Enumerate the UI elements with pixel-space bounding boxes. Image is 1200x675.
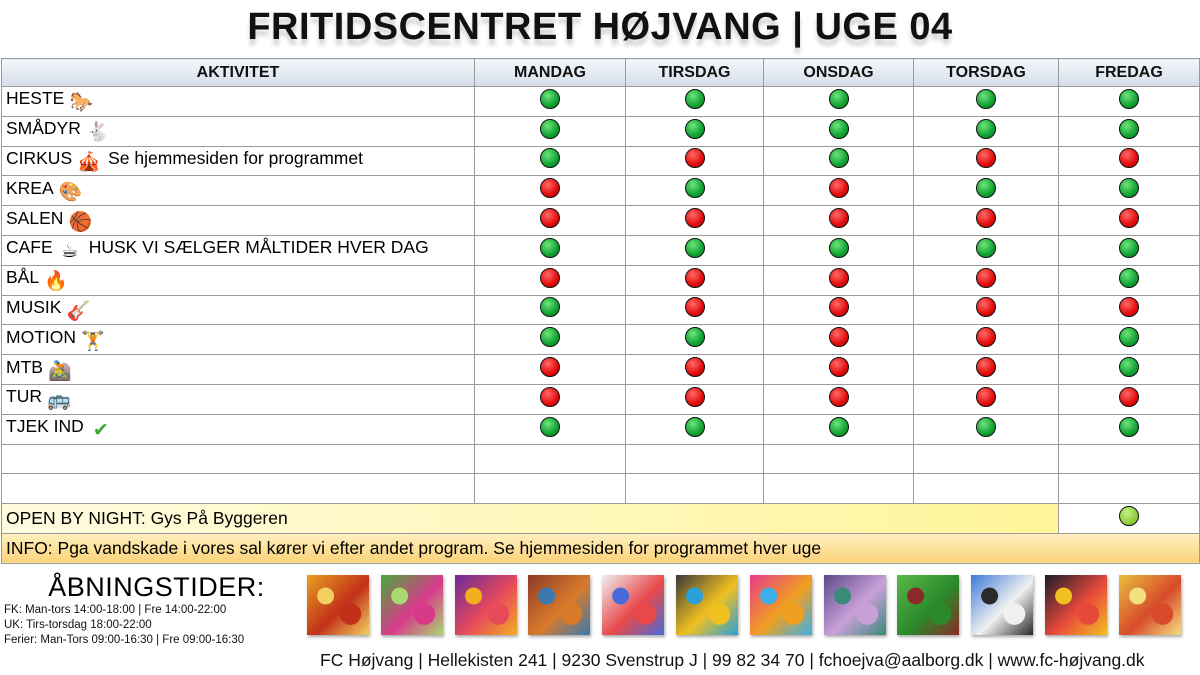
- status-dot-red: [685, 297, 705, 317]
- status-cell-monday: [475, 414, 626, 444]
- table-row: [2, 176, 1200, 206]
- status-cell-friday: [1059, 116, 1200, 146]
- opening-hours: [4, 572, 299, 648]
- status-cell-friday: [1059, 384, 1200, 414]
- header-monday: MANDAG: [475, 59, 626, 87]
- status-dot-red: [976, 148, 996, 168]
- status-cell-monday: [475, 176, 626, 206]
- activity-name: CIRKUS: [6, 147, 73, 168]
- activity-cell: [2, 235, 475, 265]
- artwork-gallery: [307, 575, 1197, 637]
- empty-cell: [475, 474, 626, 504]
- status-dot-green: [829, 148, 849, 168]
- header-activity: AKTIVITET: [2, 59, 475, 87]
- activity-cell: [2, 295, 475, 325]
- status-cell-thursday: [914, 235, 1059, 265]
- status-cell-wednesday: [764, 235, 914, 265]
- status-cell-wednesday: [764, 146, 914, 176]
- table-row: [2, 355, 1200, 385]
- status-dot-red: [685, 148, 705, 168]
- status-cell-wednesday: [764, 87, 914, 117]
- empty-cell: [475, 444, 626, 474]
- guitar-player-icon: 🎸: [66, 300, 91, 322]
- status-dot-green: [540, 119, 560, 139]
- status-dot-red: [829, 357, 849, 377]
- status-dot-red: [976, 208, 996, 228]
- activity-cell: [2, 116, 475, 146]
- activity-cell: [2, 87, 475, 117]
- status-dot-green: [1119, 357, 1139, 377]
- activity-note: Se hjemmesiden for programmet: [108, 147, 363, 168]
- status-dot-green: [685, 178, 705, 198]
- empty-cell: [626, 444, 764, 474]
- status-cell-thursday: [914, 414, 1059, 444]
- status-cell-friday: [1059, 206, 1200, 236]
- table-header-row: [2, 59, 1200, 87]
- schedule-body: [2, 87, 1200, 564]
- artwork-brown-abstract: [528, 575, 590, 635]
- status-dot-red: [976, 357, 996, 377]
- status-cell-friday: [1059, 265, 1200, 295]
- activity-schedule-table: [1, 58, 1200, 564]
- status-dot-green: [1119, 327, 1139, 347]
- status-dot-red: [685, 387, 705, 407]
- contact-footer: FC Højvang | Hellekisten 241 | 9230 Svenstrup J | 99 82 34 70 | fchoejva@aalborg.dk | www.fc-højvang.dk: [320, 650, 1145, 670]
- status-cell-wednesday: [764, 414, 914, 444]
- status-dot-green: [829, 89, 849, 109]
- status-dot-green: [976, 89, 996, 109]
- activity-name: MOTION: [6, 326, 76, 347]
- status-dot-friday: [1119, 506, 1139, 526]
- table-row: [2, 325, 1200, 355]
- table-row: [2, 235, 1200, 265]
- activity-name: TJEK IND: [6, 416, 84, 437]
- status-dot-red: [829, 387, 849, 407]
- status-dot-green: [976, 238, 996, 258]
- activity-cell: [2, 325, 475, 355]
- activity-name: MTB: [6, 356, 43, 377]
- activity-name: HESTE: [6, 88, 65, 109]
- status-dot-green: [829, 119, 849, 139]
- status-cell-tuesday: [626, 414, 764, 444]
- status-dot-green: [685, 238, 705, 258]
- activity-cell: [2, 414, 475, 444]
- artwork-circles: [1045, 575, 1107, 635]
- artwork-house-blocks: [602, 575, 664, 635]
- status-cell-monday: [475, 325, 626, 355]
- status-dot-green: [685, 327, 705, 347]
- status-dot-red: [685, 268, 705, 288]
- status-cell-monday: [475, 295, 626, 325]
- artwork-rainbow-stripes: [750, 575, 812, 635]
- status-dot-green: [540, 89, 560, 109]
- activity-name: TUR: [6, 386, 42, 407]
- status-cell-friday: [1059, 414, 1200, 444]
- check-in-icon: ✔: [92, 420, 109, 442]
- status-dot-green: [1119, 238, 1139, 258]
- status-cell-thursday: [914, 295, 1059, 325]
- status-dot-red: [685, 208, 705, 228]
- status-dot-red: [1119, 387, 1139, 407]
- status-cell-tuesday: [626, 265, 764, 295]
- status-dot-green: [1119, 417, 1139, 437]
- activity-cell: [2, 176, 475, 206]
- activity-cell: [2, 206, 475, 236]
- artwork-green-heart: [381, 575, 443, 635]
- status-dot-red: [976, 268, 996, 288]
- gym-hall-icon: 🏀: [68, 211, 93, 233]
- status-dot-red: [540, 208, 560, 228]
- status-dot-red: [1119, 208, 1139, 228]
- artwork-love-heart: [897, 575, 959, 635]
- status-cell-monday: [475, 87, 626, 117]
- status-cell-friday: [1059, 355, 1200, 385]
- header-friday: FREDAG: [1059, 59, 1200, 87]
- status-dot-green: [976, 119, 996, 139]
- status-dot-green: [1119, 119, 1139, 139]
- status-cell-monday: [475, 384, 626, 414]
- status-cell-tuesday: [626, 116, 764, 146]
- status-dot-red: [976, 297, 996, 317]
- opening-hours-title: ÅBNINGSTIDER:: [48, 572, 265, 602]
- status-cell-wednesday: [764, 355, 914, 385]
- status-cell-friday: [1059, 295, 1200, 325]
- status-cell-wednesday: [764, 206, 914, 236]
- status-dot-red: [1119, 297, 1139, 317]
- status-dot-red: [976, 327, 996, 347]
- status-dot-red: [685, 357, 705, 377]
- status-cell-tuesday: [626, 384, 764, 414]
- status-cell-wednesday: [764, 384, 914, 414]
- status-dot-red: [976, 387, 996, 407]
- activity-name: MUSIK: [6, 296, 62, 317]
- status-dot-red: [829, 208, 849, 228]
- status-dot-green: [1119, 268, 1139, 288]
- status-cell-thursday: [914, 325, 1059, 355]
- open-by-night-text: OPEN BY NIGHT: Gys På Byggeren: [2, 504, 1059, 534]
- activity-name: BÅL: [6, 267, 40, 288]
- status-cell-friday: [1059, 87, 1200, 117]
- artwork-mosaic: [824, 575, 886, 635]
- status-cell-friday: [1059, 235, 1200, 265]
- activity-cell: [2, 355, 475, 385]
- status-cell-monday: [475, 146, 626, 176]
- status-cell-friday: [1059, 176, 1200, 206]
- activity-name: SMÅDYR: [6, 118, 81, 139]
- status-dot-green: [829, 417, 849, 437]
- status-dot-red: [1119, 148, 1139, 168]
- artwork-framed-rainbow: [676, 575, 738, 635]
- status-dot-green: [540, 148, 560, 168]
- status-dot-red: [829, 178, 849, 198]
- status-cell-thursday: [914, 355, 1059, 385]
- table-row: [2, 265, 1200, 295]
- status-cell-thursday: [914, 265, 1059, 295]
- horse-icon: 🐎: [69, 92, 94, 114]
- status-dot-green: [685, 89, 705, 109]
- open-by-night-row: [2, 504, 1200, 534]
- bus-icon: 🚌: [47, 390, 71, 412]
- artwork-cow: [971, 575, 1033, 635]
- header-wednesday: ONSDAG: [764, 59, 914, 87]
- status-cell-thursday: [914, 146, 1059, 176]
- status-cell-wednesday: [764, 176, 914, 206]
- empty-cell: [914, 444, 1059, 474]
- status-cell-monday: [475, 206, 626, 236]
- status-cell-monday: [475, 265, 626, 295]
- activity-note: HUSK VI SÆLGER MÅLTIDER HVER DAG: [88, 237, 429, 258]
- status-cell-thursday: [914, 384, 1059, 414]
- opening-hours-uk: UK: Tirs-torsdag 18:00-22:00: [4, 619, 152, 631]
- header-thursday: TORSDAG: [914, 59, 1059, 87]
- status-dot-red: [829, 327, 849, 347]
- activity-cell: [2, 265, 475, 295]
- table-row: [2, 414, 1200, 444]
- table-row: [2, 87, 1200, 117]
- activity-name: SALEN: [6, 207, 64, 228]
- rabbit-icon: 🐇: [86, 122, 110, 144]
- empty-cell: [1059, 474, 1200, 504]
- status-dot-green: [829, 238, 849, 258]
- table-row: [2, 295, 1200, 325]
- empty-row: [2, 444, 1200, 474]
- status-dot-green: [540, 297, 560, 317]
- status-dot-red: [540, 387, 560, 407]
- activity-name: KREA: [6, 177, 54, 198]
- status-cell-monday: [475, 235, 626, 265]
- activity-name: CAFE: [6, 237, 53, 258]
- status-cell-thursday: [914, 116, 1059, 146]
- status-dot-red: [829, 297, 849, 317]
- opening-hours-fk: FK: Man-tors 14:00-18:00 | Fre 14:00-22:00: [4, 604, 227, 616]
- status-cell-wednesday: [764, 295, 914, 325]
- table-row: [2, 206, 1200, 236]
- empty-cell: [914, 474, 1059, 504]
- weightlifter-icon: 🏋: [81, 330, 105, 352]
- info-row: [2, 533, 1200, 563]
- empty-cell: [1059, 444, 1200, 474]
- status-dot-green: [540, 417, 560, 437]
- status-dot-green: [685, 119, 705, 139]
- artwork-orange-flowers: [307, 575, 369, 635]
- table-row: [2, 146, 1200, 176]
- empty-row: [2, 474, 1200, 504]
- status-cell-tuesday: [626, 235, 764, 265]
- status-cell-thursday: [914, 176, 1059, 206]
- status-cell-friday: [1059, 325, 1200, 355]
- status-dot-green: [540, 238, 560, 258]
- status-cell-wednesday: [764, 116, 914, 146]
- paint-palette-icon: 🎨: [58, 181, 83, 203]
- status-dot-red: [540, 357, 560, 377]
- info-text: INFO: Pga vandskade i vores sal kører vi efter andet program. Se hjemmesiden for programmet hver uge: [2, 533, 1200, 563]
- header-tuesday: TIRSDAG: [626, 59, 764, 87]
- empty-cell: [626, 474, 764, 504]
- status-dot-green: [1119, 178, 1139, 198]
- status-cell-tuesday: [626, 206, 764, 236]
- mountain-bike-icon: 🚵: [48, 360, 72, 382]
- empty-cell: [764, 444, 914, 474]
- status-cell-thursday: [914, 87, 1059, 117]
- status-cell-tuesday: [626, 295, 764, 325]
- status-cell-monday: [475, 355, 626, 385]
- status-cell-tuesday: [626, 87, 764, 117]
- status-dot-green: [1119, 89, 1139, 109]
- status-dot-red: [829, 268, 849, 288]
- page-title: FRITIDSCENTRET HØJVANG | UGE 04: [247, 6, 953, 48]
- open-by-night-friday: [1059, 504, 1200, 534]
- status-cell-tuesday: [626, 146, 764, 176]
- campfire-icon: 🔥: [44, 271, 68, 293]
- status-cell-monday: [475, 116, 626, 146]
- status-dot-red: [540, 178, 560, 198]
- activity-cell: [2, 146, 475, 176]
- status-cell-tuesday: [626, 325, 764, 355]
- table-row: [2, 116, 1200, 146]
- status-cell-wednesday: [764, 265, 914, 295]
- status-cell-tuesday: [626, 355, 764, 385]
- status-dot-green: [540, 327, 560, 347]
- circus-tent-icon: 🎪: [77, 151, 101, 173]
- status-dot-green: [685, 417, 705, 437]
- empty-cell: [2, 474, 475, 504]
- status-cell-wednesday: [764, 325, 914, 355]
- status-dot-green: [976, 178, 996, 198]
- cafe-icon: ☕: [61, 241, 79, 263]
- status-cell-thursday: [914, 206, 1059, 236]
- empty-cell: [764, 474, 914, 504]
- status-cell-tuesday: [626, 176, 764, 206]
- activity-cell: [2, 384, 475, 414]
- opening-hours-holidays: Ferier: Man-Tors 09:00-16:30 | Fre 09:00-16:30: [4, 634, 245, 646]
- empty-cell: [2, 444, 475, 474]
- artwork-red-dots: [1119, 575, 1181, 635]
- status-dot-red: [540, 268, 560, 288]
- status-cell-friday: [1059, 146, 1200, 176]
- table-row: [2, 384, 1200, 414]
- artwork-purple-squares: [455, 575, 517, 635]
- status-dot-green: [976, 417, 996, 437]
